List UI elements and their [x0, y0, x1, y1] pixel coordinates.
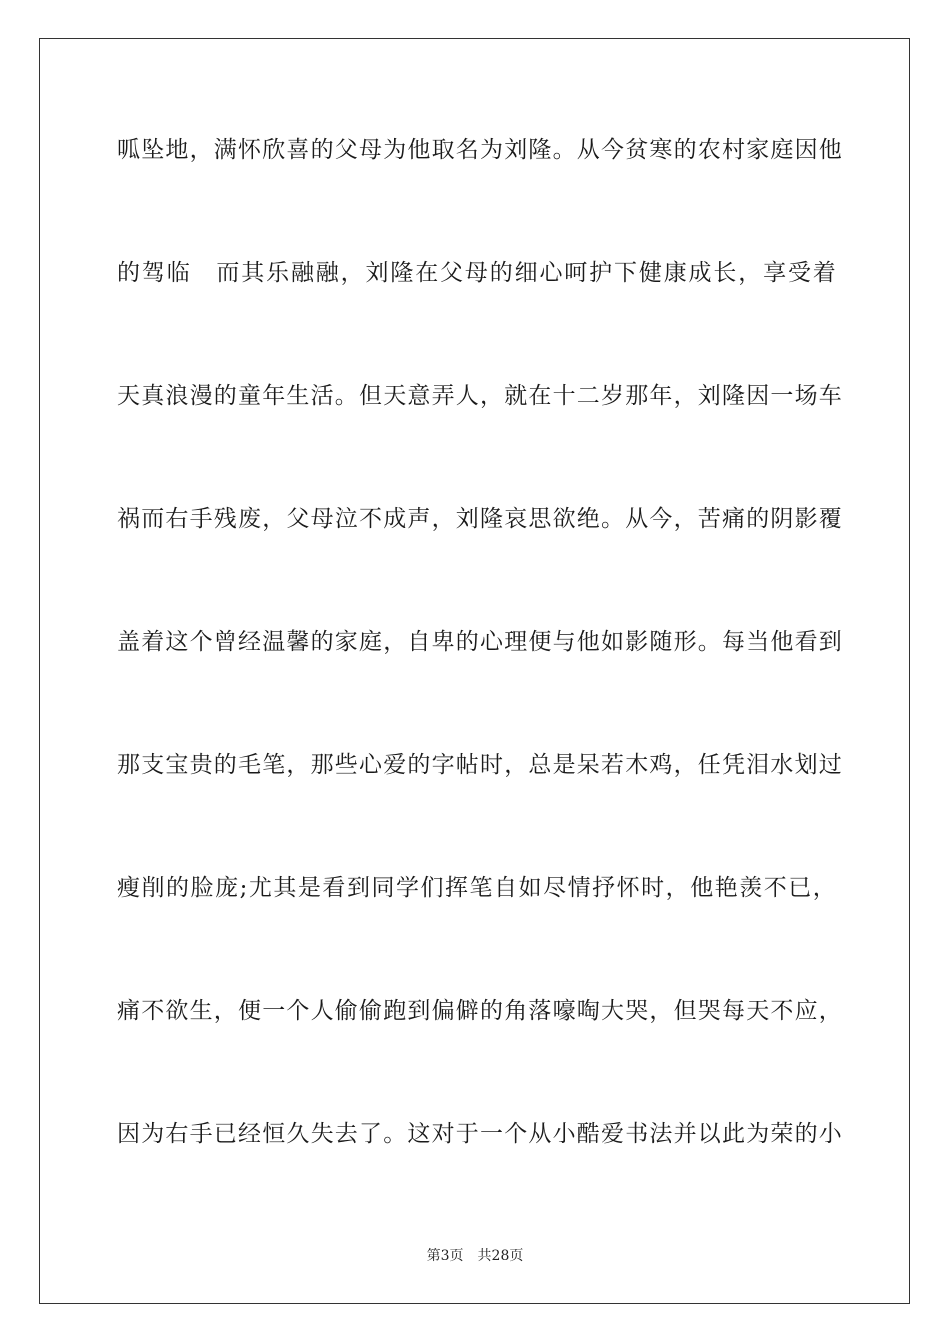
text-line-5: 盖着这个曾经温馨的家庭，自卑的心理便与他如影随形。每当他看到: [117, 629, 843, 655]
page-number-footer: 第3页 共28页: [426, 1248, 524, 1264]
text-line-1: 呱坠地，满怀欣喜的父母为他取名为刘隆。从今贫寒的农村家庭因他: [117, 137, 843, 163]
body-text: [117, 130, 843, 1237]
text-line-4: 祸而右手残废，父母泣不成声，刘隆哀思欲绝。从今，苦痛的阴影覆: [117, 506, 843, 532]
text-line-7: 瘦削的脸庞;尤其是看到同学们挥笔自如尽情抒怀时，他艳羡不已，: [117, 875, 837, 901]
text-line-6: 那支宝贵的毛笔，那些心爱的字帖时，总是呆若木鸡，任凭泪水划过: [117, 752, 843, 778]
text-line-9: 因为右手已经恒久失去了。这对于一个从小酷爱书法并以此为荣的小: [117, 1121, 843, 1147]
text-line-8: 痛不欲生，便一个人偷偷跑到偏僻的角落嚎啕大哭，但哭每天不应，: [117, 998, 843, 1024]
text-line-2: 的驾临 而其乐融融，刘隆在父母的细心呵护下健康成长，享受着: [117, 260, 837, 286]
text-line-3: 天真浪漫的童年生活。但天意弄人，就在十二岁那年，刘隆因一场车: [117, 383, 843, 409]
